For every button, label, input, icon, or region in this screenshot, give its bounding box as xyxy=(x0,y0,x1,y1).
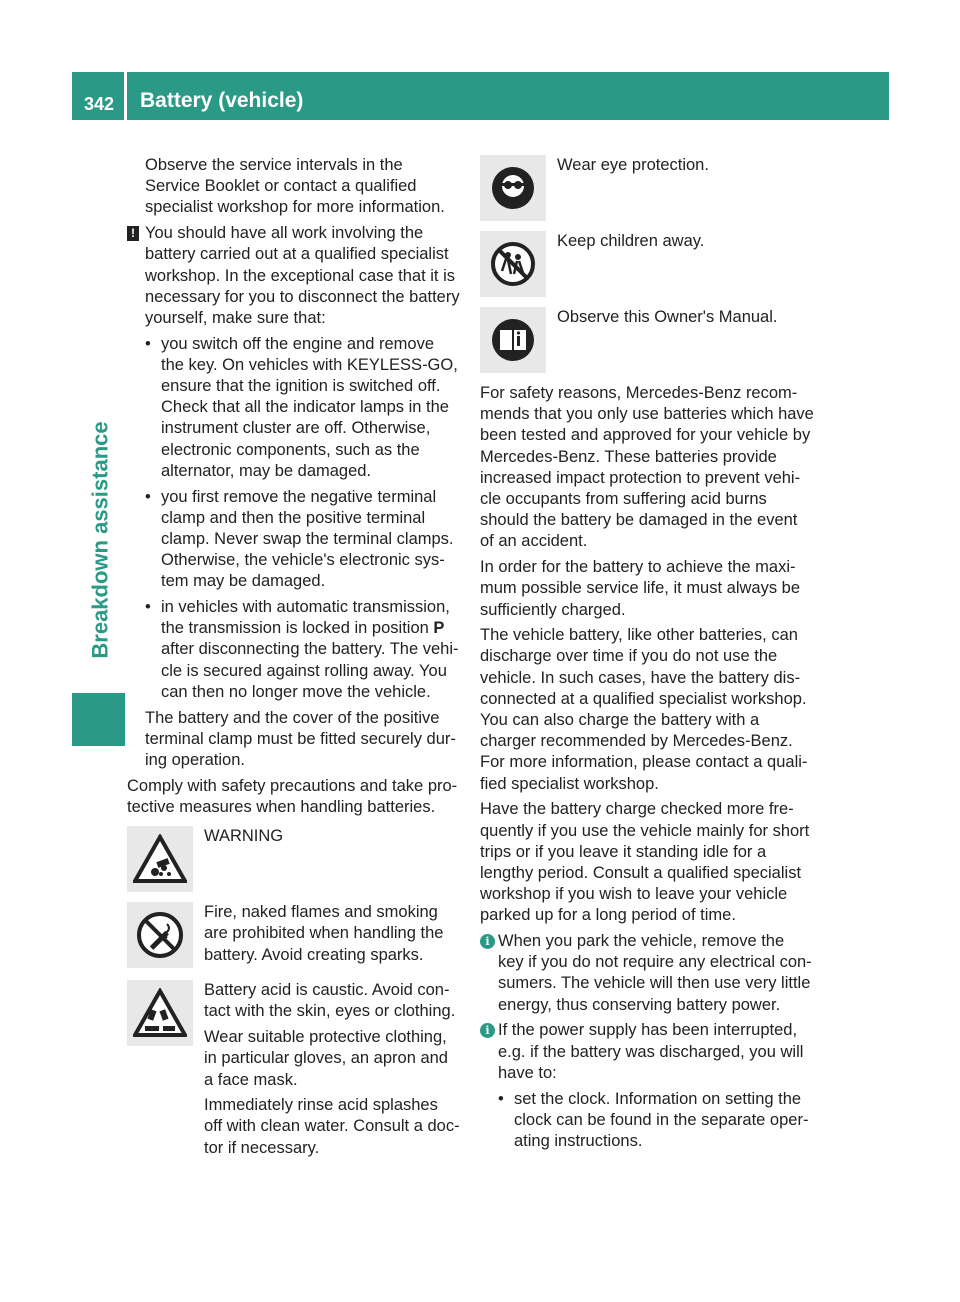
header-divider xyxy=(124,72,127,120)
keep-children-away-icon xyxy=(490,241,536,287)
explosion-warning-icon xyxy=(133,834,187,884)
side-tab-marker xyxy=(72,693,125,746)
info-note xyxy=(480,1020,814,1084)
manual-text: Observe this Owner's Manual. xyxy=(557,308,778,326)
charge-check-paragraph: Have the battery charge checked more fre-quently if you use the vehicle mainly for short trips or if you leave it standing idle for a lengthy period. Consult a qualified specialist workshop if you wish to leave your vehicle parked up for a long period of time. xyxy=(480,800,810,925)
symbol-box xyxy=(127,902,193,968)
info-note xyxy=(480,931,814,1016)
list-item: • you first remove the negative terminal clamp and then the positive terminal clamp. Never swap the terminal clamps. Otherwise, the vehicle's electronic sys-tem may be damaged. xyxy=(127,487,460,593)
page-number: 342 xyxy=(84,94,115,114)
side-tab-label: Breakdown assistance xyxy=(87,421,113,659)
intro-paragraph: Observe the service intervals in the Service Booklet or contact a qualified specialist workshop for more information. xyxy=(145,156,445,217)
cover-paragraph: The battery and the cover of the positive terminal clamp must be fitted securely dur-ing operation. xyxy=(145,708,456,769)
list-item xyxy=(127,597,460,703)
symbol-text xyxy=(557,155,814,181)
owners-manual-icon xyxy=(490,317,536,363)
symbol-text xyxy=(557,231,814,257)
warning-note xyxy=(127,223,460,329)
discharge-paragraph: The vehicle battery, like other batteries, can discharge over time if you do not use the vehicle. In such cases, have the battery dis-connected at a qualified specialist workshop. You can also charge the battery with a charger recommended by Mercedes-Benz. For more information, please contact a quali-fied specialist workshop. xyxy=(480,626,808,793)
symbol-box xyxy=(480,155,546,221)
list-item: • you switch off the engine and remove the key. On vehicles with KEYLESS-GO, ensure that the ignition is switched off. Check that all the indicator lamps in the instrument cluster are off. Otherwise, electronic components, such as the alternator, may be damaged. xyxy=(127,334,460,482)
acid-text-1: Battery acid is caustic. Avoid con-tact with the skin, eyes or clothing. xyxy=(204,981,456,1021)
warning-note-text: You should have all work involving the battery carried out at a qualified specialist workshop. In the exceptional case that it is necessary for you to disconnect the battery yourself, make sure that: xyxy=(145,224,460,327)
symbol-row-acid xyxy=(127,980,460,1163)
warning-label: WARNING xyxy=(204,827,284,846)
eye-protection-icon xyxy=(490,165,536,211)
symbol-box xyxy=(480,231,546,297)
no-smoking-icon xyxy=(135,910,185,960)
acid-text-2: Wear suitable protective clothing, in particular gloves, an apron and a face mask. xyxy=(204,1028,448,1089)
symbol-row-eye xyxy=(480,155,814,221)
list-item-text: in vehicles with automatic transmission, the transmission is locked in position xyxy=(161,598,450,638)
exclamation-icon: ! xyxy=(127,226,139,241)
symbol-text xyxy=(204,826,460,852)
left-column xyxy=(127,155,460,1173)
symbol-text xyxy=(557,307,814,333)
info-icon: i xyxy=(480,1023,495,1038)
gear-position: P xyxy=(433,619,445,638)
page-title: Battery (vehicle) xyxy=(140,89,304,112)
symbol-row-children xyxy=(480,231,814,297)
info-icon: i xyxy=(480,934,495,949)
symbol-box xyxy=(127,980,193,1046)
bullet-list xyxy=(480,1089,814,1153)
children-text: Keep children away. xyxy=(557,232,705,250)
symbol-text xyxy=(204,980,460,1163)
right-column xyxy=(480,155,814,1157)
symbol-box xyxy=(480,307,546,373)
symbol-row-warning xyxy=(127,826,460,892)
symbol-text xyxy=(204,902,460,970)
bullet-list xyxy=(127,334,460,703)
safety-paragraph: For safety reasons, Mercedes-Benz recom-mends that you only use batteries which have been tested and approved for your vehicle by Mercedes-Benz. These batteries provide increased impact protection to prevent vehi-cle occupants from suffering acid burns should the battery be damaged in the event of an accident. xyxy=(480,384,814,551)
comply-paragraph: Comply with safety precautions and take pro-tective measures when handling batteries. xyxy=(127,776,458,816)
symbol-row-manual xyxy=(480,307,814,373)
service-life-paragraph: In order for the battery to achieve the maxi-mum possible service life, it must always be sufficiently charged. xyxy=(480,558,801,619)
acid-text-3: Immediately rinse acid splashes off with clean water. Consult a doc-tor if necessary. xyxy=(204,1096,460,1157)
fire-text: Fire, naked flames and smoking are prohibited when handling the battery. Avoid creating sparks. xyxy=(204,903,444,964)
list-item-text: after disconnecting the battery. The vehi-cle is secured against rolling away. You can then no longer move the vehicle. xyxy=(161,640,459,701)
info-note-text: If the power supply has been interrupted, e.g. if the battery was discharged, you will have to: xyxy=(498,1021,804,1082)
info-note-text: When you park the vehicle, remove the key if you do not require any electrical con-sumers. The vehicle will then use very little energy, thus conserving battery power. xyxy=(498,932,812,1014)
symbol-box xyxy=(127,826,193,892)
list-item: • set the clock. Information on setting the clock can be found in the separate oper-ating instructions. xyxy=(480,1089,814,1153)
corrosive-warning-icon xyxy=(133,988,187,1038)
eye-text: Wear eye protection. xyxy=(557,156,709,174)
symbol-row-fire xyxy=(127,902,460,970)
